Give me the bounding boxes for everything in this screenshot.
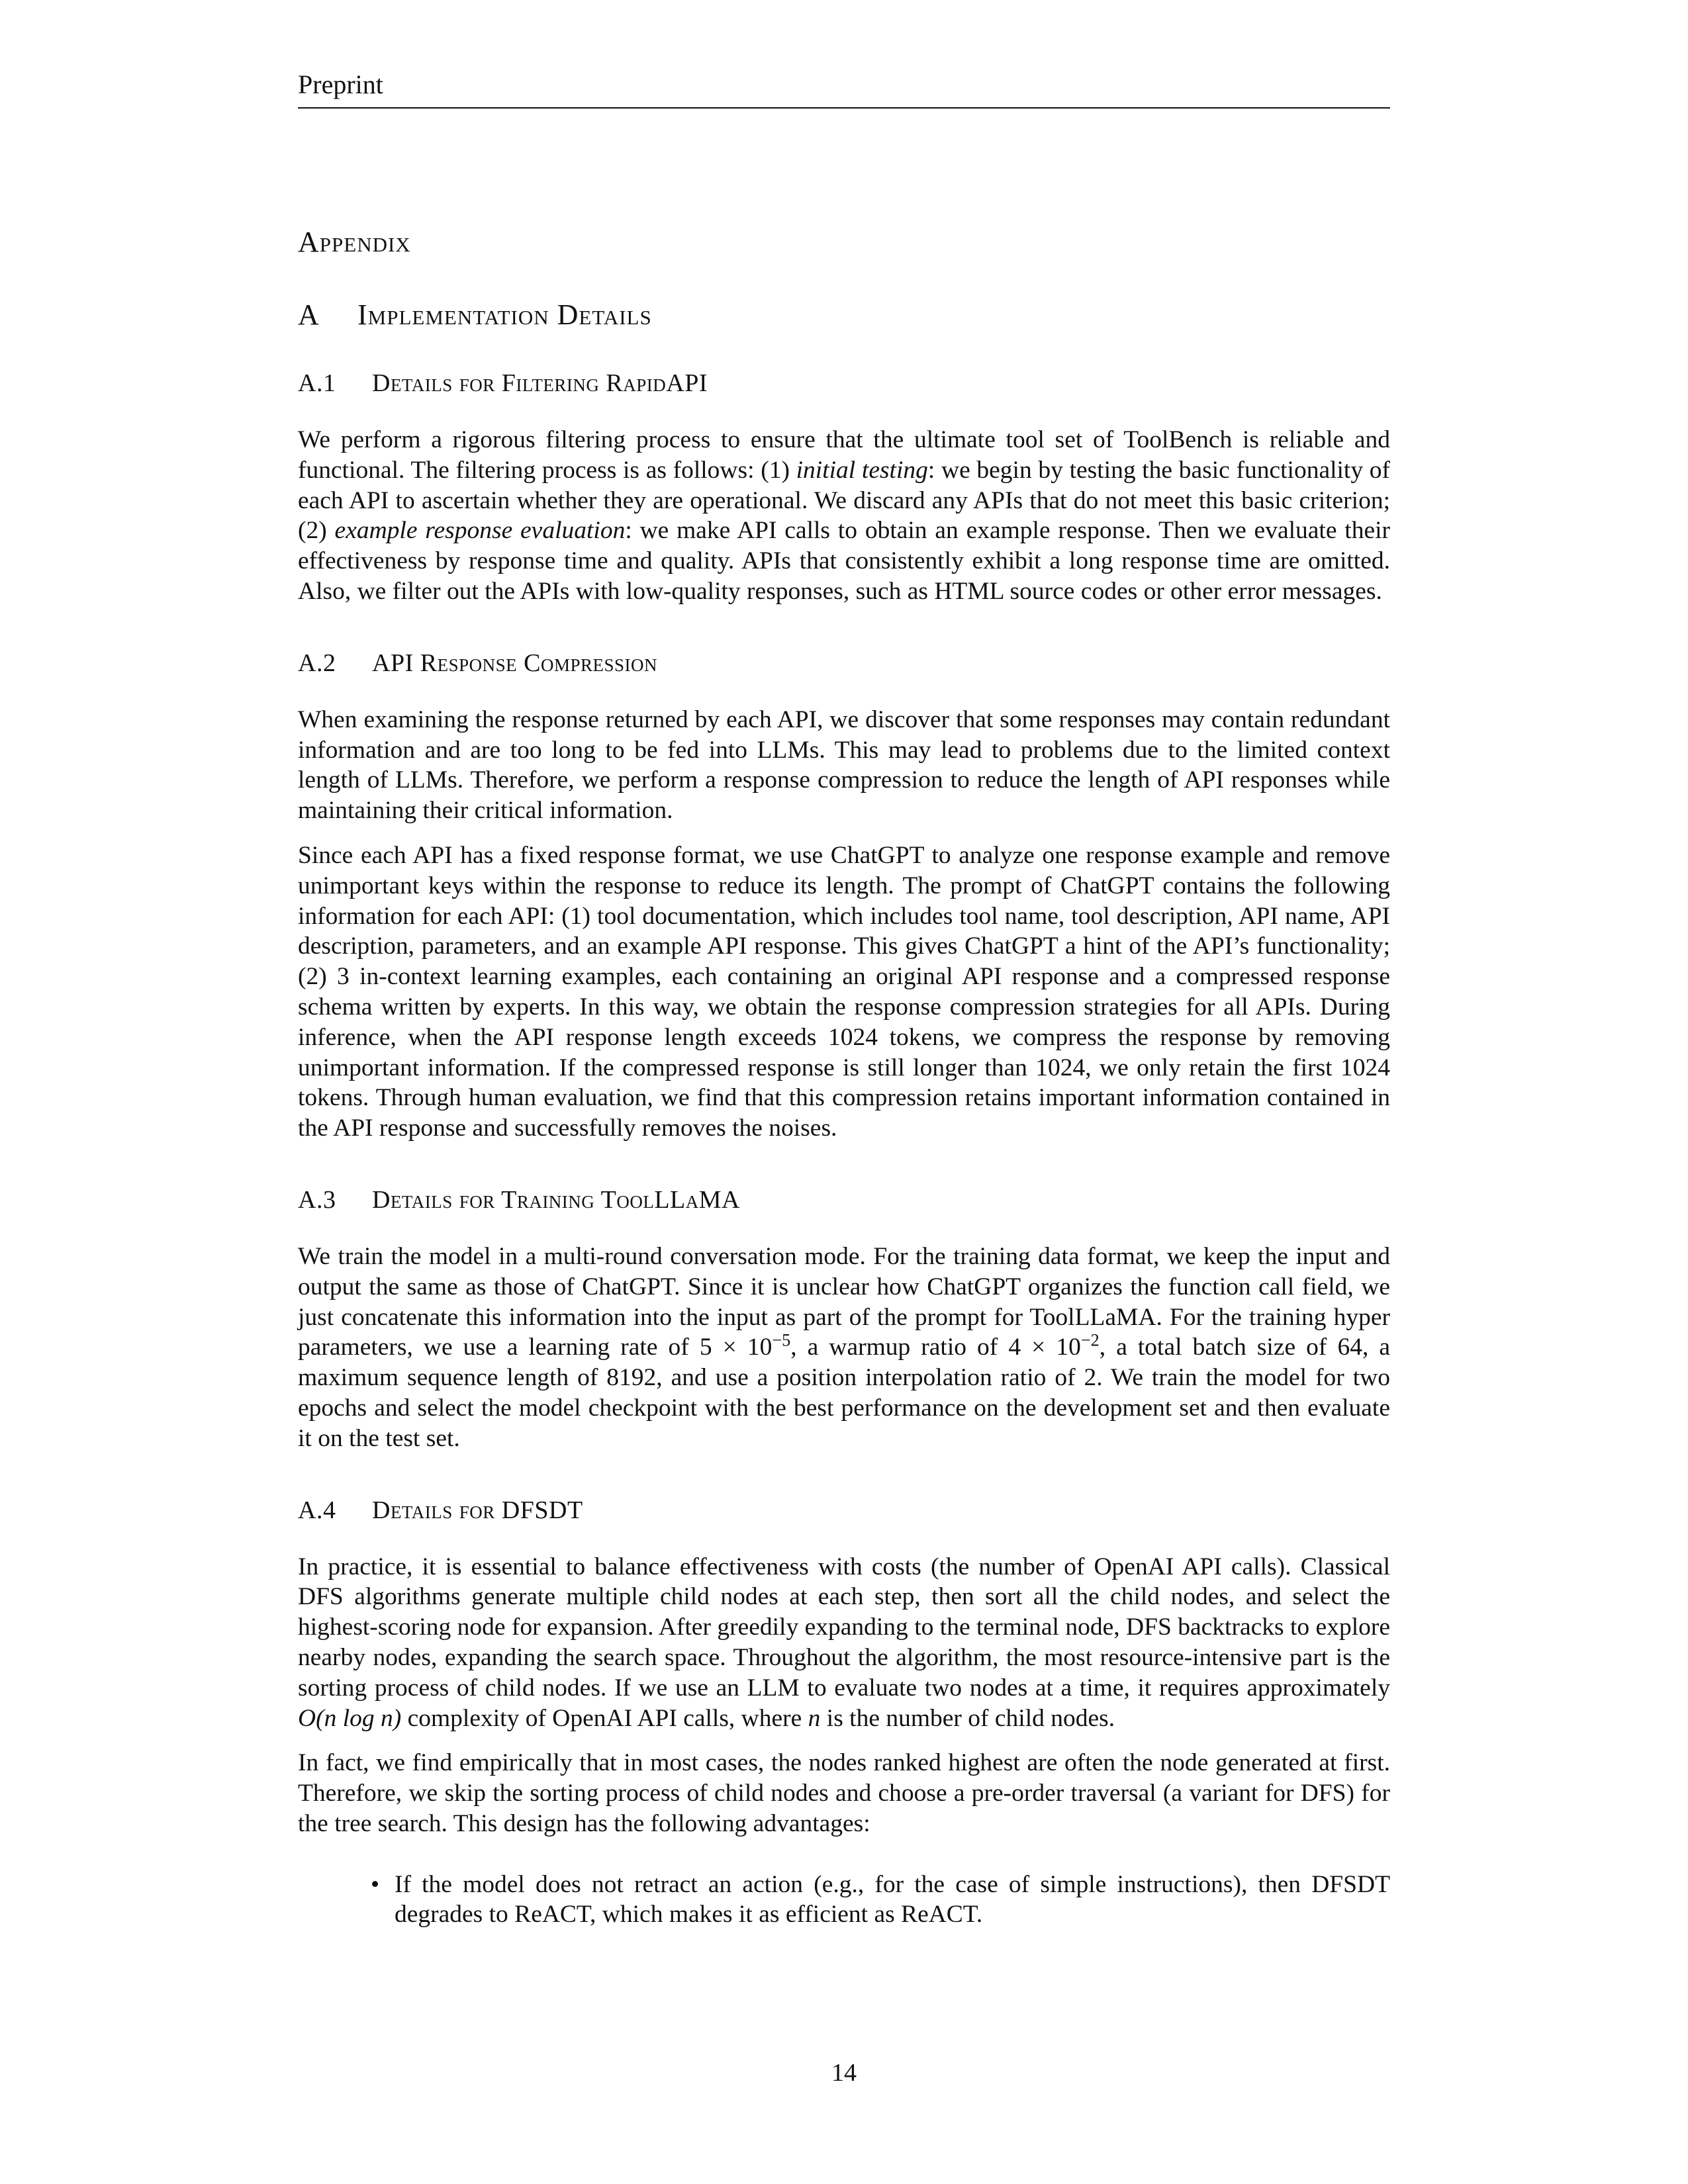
warmup-ratio-math bbox=[1008, 1330, 1100, 1361]
section-title: Implementation Details bbox=[357, 298, 652, 331]
text-run: In practice, it is essential to balance effectiveness with costs (the number of OpenAI API calls). Classical DFS algorithms generate multiple child nodes at each step, then sort all the child nodes, and select the highest-scoring node for expansion. After greedily expanding to the terminal node, DFS backtracks to explore nearby nodes, expanding the search space. Throughout the algorithm, the most resource-intensive part is the sorting process of child nodes. If we use an LLM to evaluate two nodes at a time, it requires approximately bbox=[298, 1553, 1390, 1702]
list-item-text: If the model does not retract an action (e.g., for the case of simple instructions), then DFSDT degrades to ReACT, which makes it as efficient as ReACT. bbox=[395, 1870, 1390, 1929]
math-base: 5 × 10 bbox=[699, 1334, 773, 1361]
emphasis-text: initial testing bbox=[796, 456, 928, 484]
section-a-heading bbox=[298, 298, 1390, 332]
advantages-list bbox=[298, 1870, 1390, 1931]
subsection-a3-heading bbox=[298, 1185, 1390, 1215]
a4-paragraph-1 bbox=[298, 1552, 1390, 1734]
subsection-number: A.2 bbox=[298, 649, 336, 677]
complexity-math: O(n log n) bbox=[298, 1704, 402, 1732]
a3-paragraph bbox=[298, 1242, 1390, 1454]
math-exponent: −2 bbox=[1080, 1330, 1100, 1350]
page-content bbox=[298, 225, 1390, 1930]
a2-paragraph-1: When examining the response returned by each API, we discover that some responses may contain redundant information and are too long to be fed into LLMs. This may lead to problems due to the limited context length of LLMs. Therefore, we perform a response compression to reduce the length of API responses while maintaining their critical information. bbox=[298, 705, 1390, 825]
subsection-number: A.4 bbox=[298, 1496, 336, 1524]
text-run: : we begin by testing the basic functionality of each API to ascertain whether they are operational. We discard any APIs that do not meet this basic criterion; (2) bbox=[298, 456, 1391, 545]
subsection-title: Details for Filtering RapidAPI bbox=[372, 369, 708, 397]
text-run: : we make API calls to obtain an example response. Then we evaluate their effectiveness by response time and quality. APIs that consistently exhibit a long response time are omitted. Also, we filter out the APIs with low-quality responses, such as HTML source codes or other error messages. bbox=[298, 517, 1390, 605]
text-run: , a total batch size of 64, a maximum sequence length of 8192, and use a position interpolation ratio of 2. We train the model for two epochs and select the model checkpoint with the best performance on the development set and then evaluate it on the test set. bbox=[298, 1334, 1391, 1452]
text-run: We train the model in a multi-round conversation mode. For the training data format, we keep the input and output the same as those of ChatGPT. Since it is unclear how ChatGPT organizes the function call field, we just concatenate this information into the input as part of the prompt for ToolLLaMA. For the training hyper parameters, we use a learning rate of bbox=[298, 1242, 1390, 1361]
appendix-heading: Appendix bbox=[298, 226, 411, 258]
subsection-number: A.3 bbox=[298, 1185, 336, 1214]
emphasis-text: example response evaluation bbox=[334, 517, 626, 545]
learning-rate-math bbox=[699, 1330, 791, 1361]
subsection-title: Details for DFSDT bbox=[372, 1496, 583, 1524]
subsection-a4-heading bbox=[298, 1495, 1390, 1525]
subsection-a2-heading bbox=[298, 648, 1390, 678]
math-base: 4 × 10 bbox=[1008, 1334, 1081, 1361]
text-run: We perform a rigorous filtering process to ensure that the ultimate tool set of ToolBench is reliable and functional. The filtering process is as follows: (1) bbox=[298, 426, 1390, 484]
subsection-title: Details for Training ToolLLaMA bbox=[372, 1185, 740, 1214]
text-run: complexity of OpenAI API calls, where bbox=[401, 1704, 808, 1732]
page-number: 14 bbox=[831, 2059, 857, 2087]
bullet-icon: • bbox=[371, 1870, 380, 1898]
section-number: A bbox=[298, 298, 320, 331]
a1-paragraph bbox=[298, 425, 1390, 607]
text-run: is the number of child nodes. bbox=[820, 1704, 1115, 1732]
subsection-number: A.1 bbox=[298, 369, 336, 397]
a4-paragraph-2: In fact, we find empirically that in most cases, the nodes ranked highest are often the node generated at first. Therefore, we skip the sorting process of child nodes and choose a pre-order traversal (a variant for DFS) for the tree search. This design has the following advantages: bbox=[298, 1749, 1390, 1837]
running-header: Preprint bbox=[298, 69, 1390, 109]
subsection-a1-heading bbox=[298, 368, 1390, 398]
a2-paragraph-2: Since each API has a fixed response format, we use ChatGPT to analyze one response example and remove unimportant keys within the response to reduce its length. The prompt of ChatGPT contains the following information for each API: (1) tool documentation, which includes tool name, tool description, API name, API description, parameters, and an example API response. This gives ChatGPT a hint of the API’s functionality; (2) 3 in-context learning examples, each containing an original API response and a compressed response schema written by experts. In this way, we obtain the response compression strategies for all APIs. During inference, when the API response length exceeds 1024 tokens, we compress the response by removing unimportant information. If the compressed response is still longer than 1024, we only retain the first 1024 tokens. Through human evaluation, we find that this compression retains important information contained in the API response and successfully removes the noises. bbox=[298, 841, 1390, 1142]
math-exponent: −5 bbox=[772, 1330, 791, 1350]
text-run: , a warmup ratio of bbox=[790, 1334, 1009, 1361]
variable-math: n bbox=[808, 1704, 821, 1732]
subsection-title: API Response Compression bbox=[372, 649, 657, 677]
list-item bbox=[371, 1870, 1390, 1931]
